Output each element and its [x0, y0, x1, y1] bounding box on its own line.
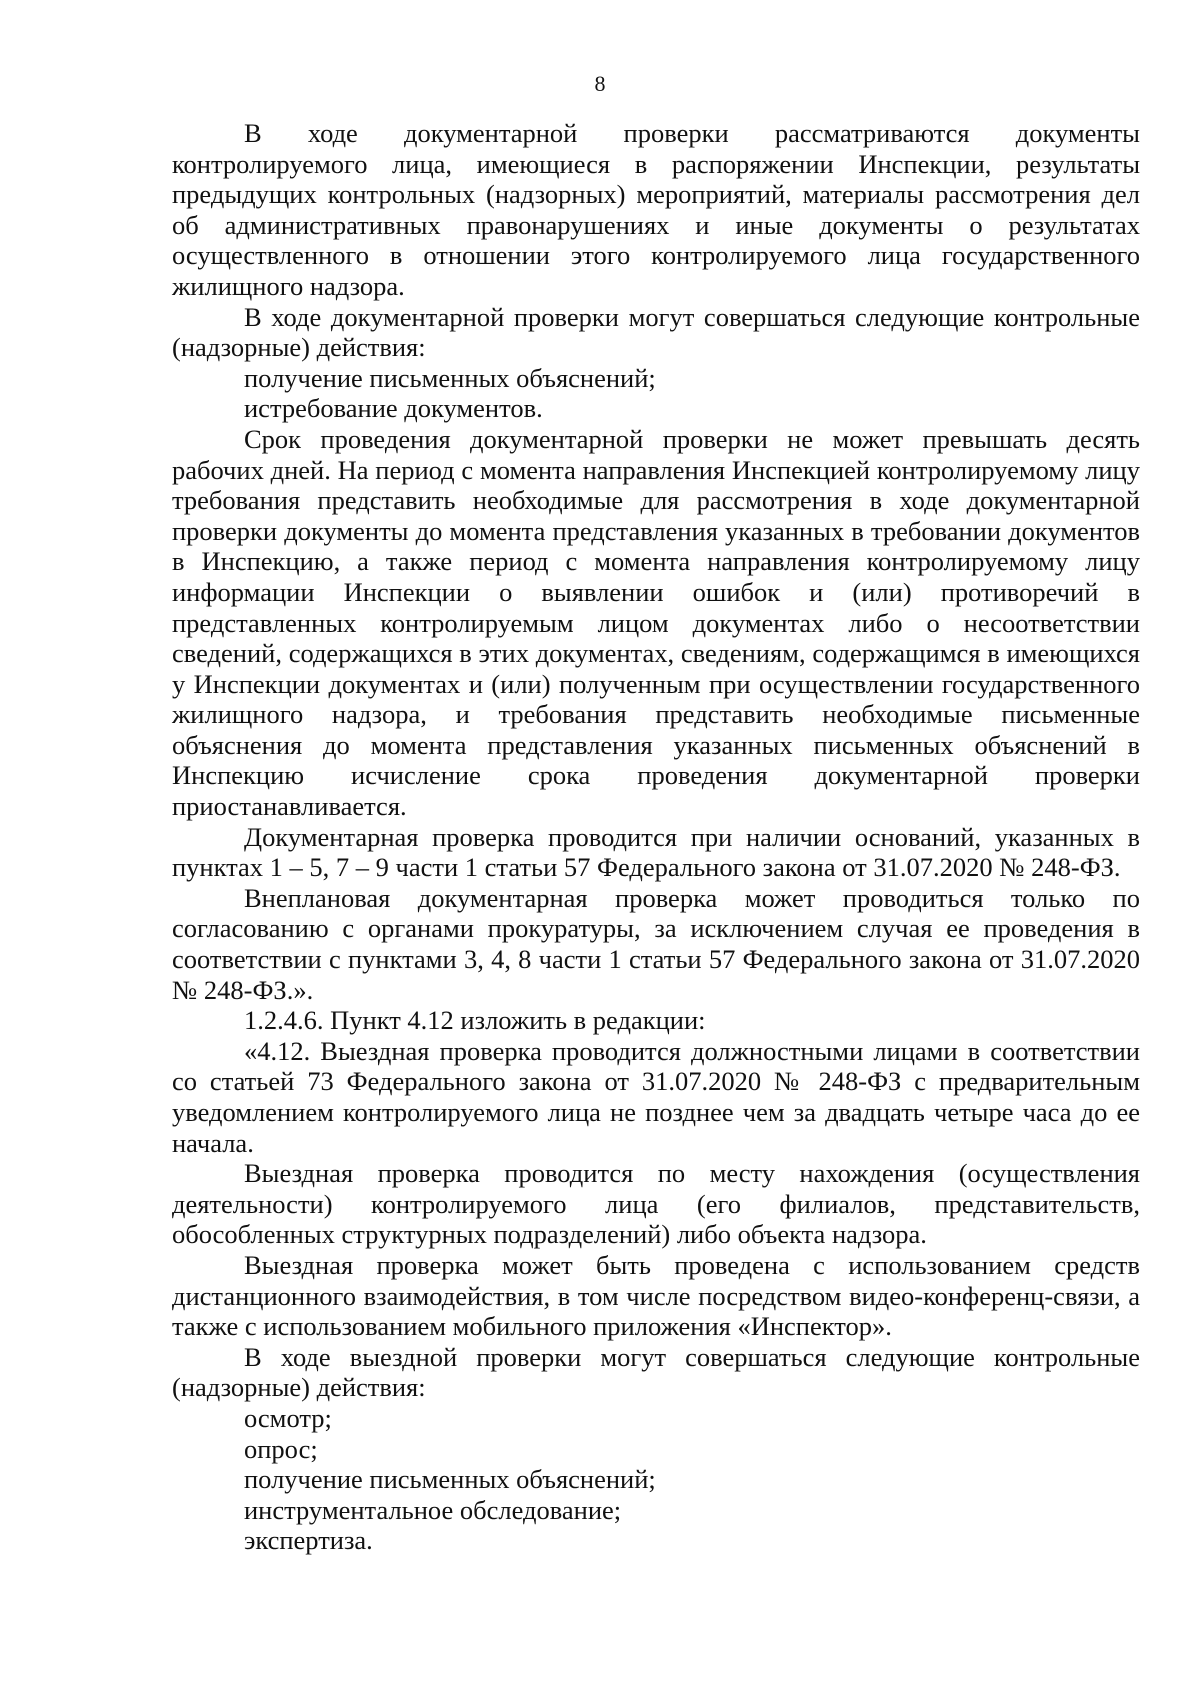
document-body [172, 118, 1140, 1556]
paragraph-review-term: Срок проведения документарной проверки не может превышать десять рабочих дней. На период с момента направления Инспекцией контролируемому лицу требования представить необходимые для рассмотрения в ходе документарной проверки документы до момента представления указанных в требовании документов в Инспекцию, а также период с момента направления контролируемому лицу информации Инспекции о выявлении ошибок и (или) противоречий в представленных контролируемым лицом документах либо о несоответствии сведений, содержащихся в этих документах, сведениям, содержащимся в имеющихся у Инспекции документах и (или) полученным при осуществлении государственного жилищного надзора, и требования представить необходимые письменные объяснения до момента представления указанных письменных объяснений в Инспекцию исчисление срока проведения документарной проверки приостанавливается. [172, 423, 1140, 822]
paragraph-field-actions-intro: В ходе выездной проверки могут совершаться следующие контрольные (надзорные) действия: [172, 1341, 1140, 1403]
paragraph-documentary-actions-intro: В ходе документарной проверки могут совершаться следующие контрольные (надзорные) действия: [172, 301, 1140, 363]
paragraph-clause-amendment: 1.2.4.6. Пункт 4.12 изложить в редакции: [244, 1005, 706, 1036]
paragraph-field-inspection-location: Выездная проверка проводится по месту нахождения (осуществления деятельности) контролируемого лица (его филиалов, представительств, обособленных структурных подразделений) либо объекта надзора. [172, 1158, 1140, 1250]
page-number: 8 [594, 71, 606, 96]
list-item: экспертиза. [244, 1525, 373, 1556]
paragraph-documentary-review-scope: В ходе документарной проверки рассматриваются документы контролируемого лица, имеющиеся в распоряжении Инспекции, результаты предыдущих контрольных (надзорных) мероприятий, материалы рассмотрения дел об административных правонарушениях и иные документы о результатах осуществленного в отношении этого контролируемого лица государственного жилищного надзора. [172, 118, 1140, 301]
list-item: получение письменных объяснений; [244, 362, 656, 393]
list-item: опрос; [244, 1433, 318, 1464]
paragraph-review-grounds: Документарная проверка проводится при наличии оснований, указанных в пунктах 1 – 5, 7 – 9 части 1 статьи 57 Федерального закона от 31.07.2020 № 248-ФЗ. [172, 821, 1140, 883]
list-item: истребование документов. [244, 393, 543, 424]
list-item: осмотр; [244, 1402, 332, 1433]
list-item: получение письменных объяснений; [244, 1464, 656, 1495]
paragraph-unscheduled-review: Внеплановая документарная проверка может проводиться только по согласованию с органами прокуратуры, за исключением случая ее проведения в соответствии с пунктами 3, 4, 8 части 1 статьи 57 Федерального закона от 31.07.2020 № 248-ФЗ.». [172, 882, 1140, 1005]
paragraph-field-inspection: «4.12. Выездная проверка проводится должностными лицами в соответствии со статьей 73 Федерального закона от 31.07.2020 № 248-ФЗ с предварительным уведомлением контролируемого лица не позднее чем за двадцать четыре часа до ее начала. [172, 1035, 1140, 1158]
paragraph-remote-interaction: Выездная проверка может быть проведена с использованием средств дистанционного взаимодействия, в том числе посредством видео-конференц-связи, а также с использованием мобильного приложения «Инспектор». [172, 1249, 1140, 1342]
list-item: инструментальное обследование; [244, 1494, 622, 1525]
